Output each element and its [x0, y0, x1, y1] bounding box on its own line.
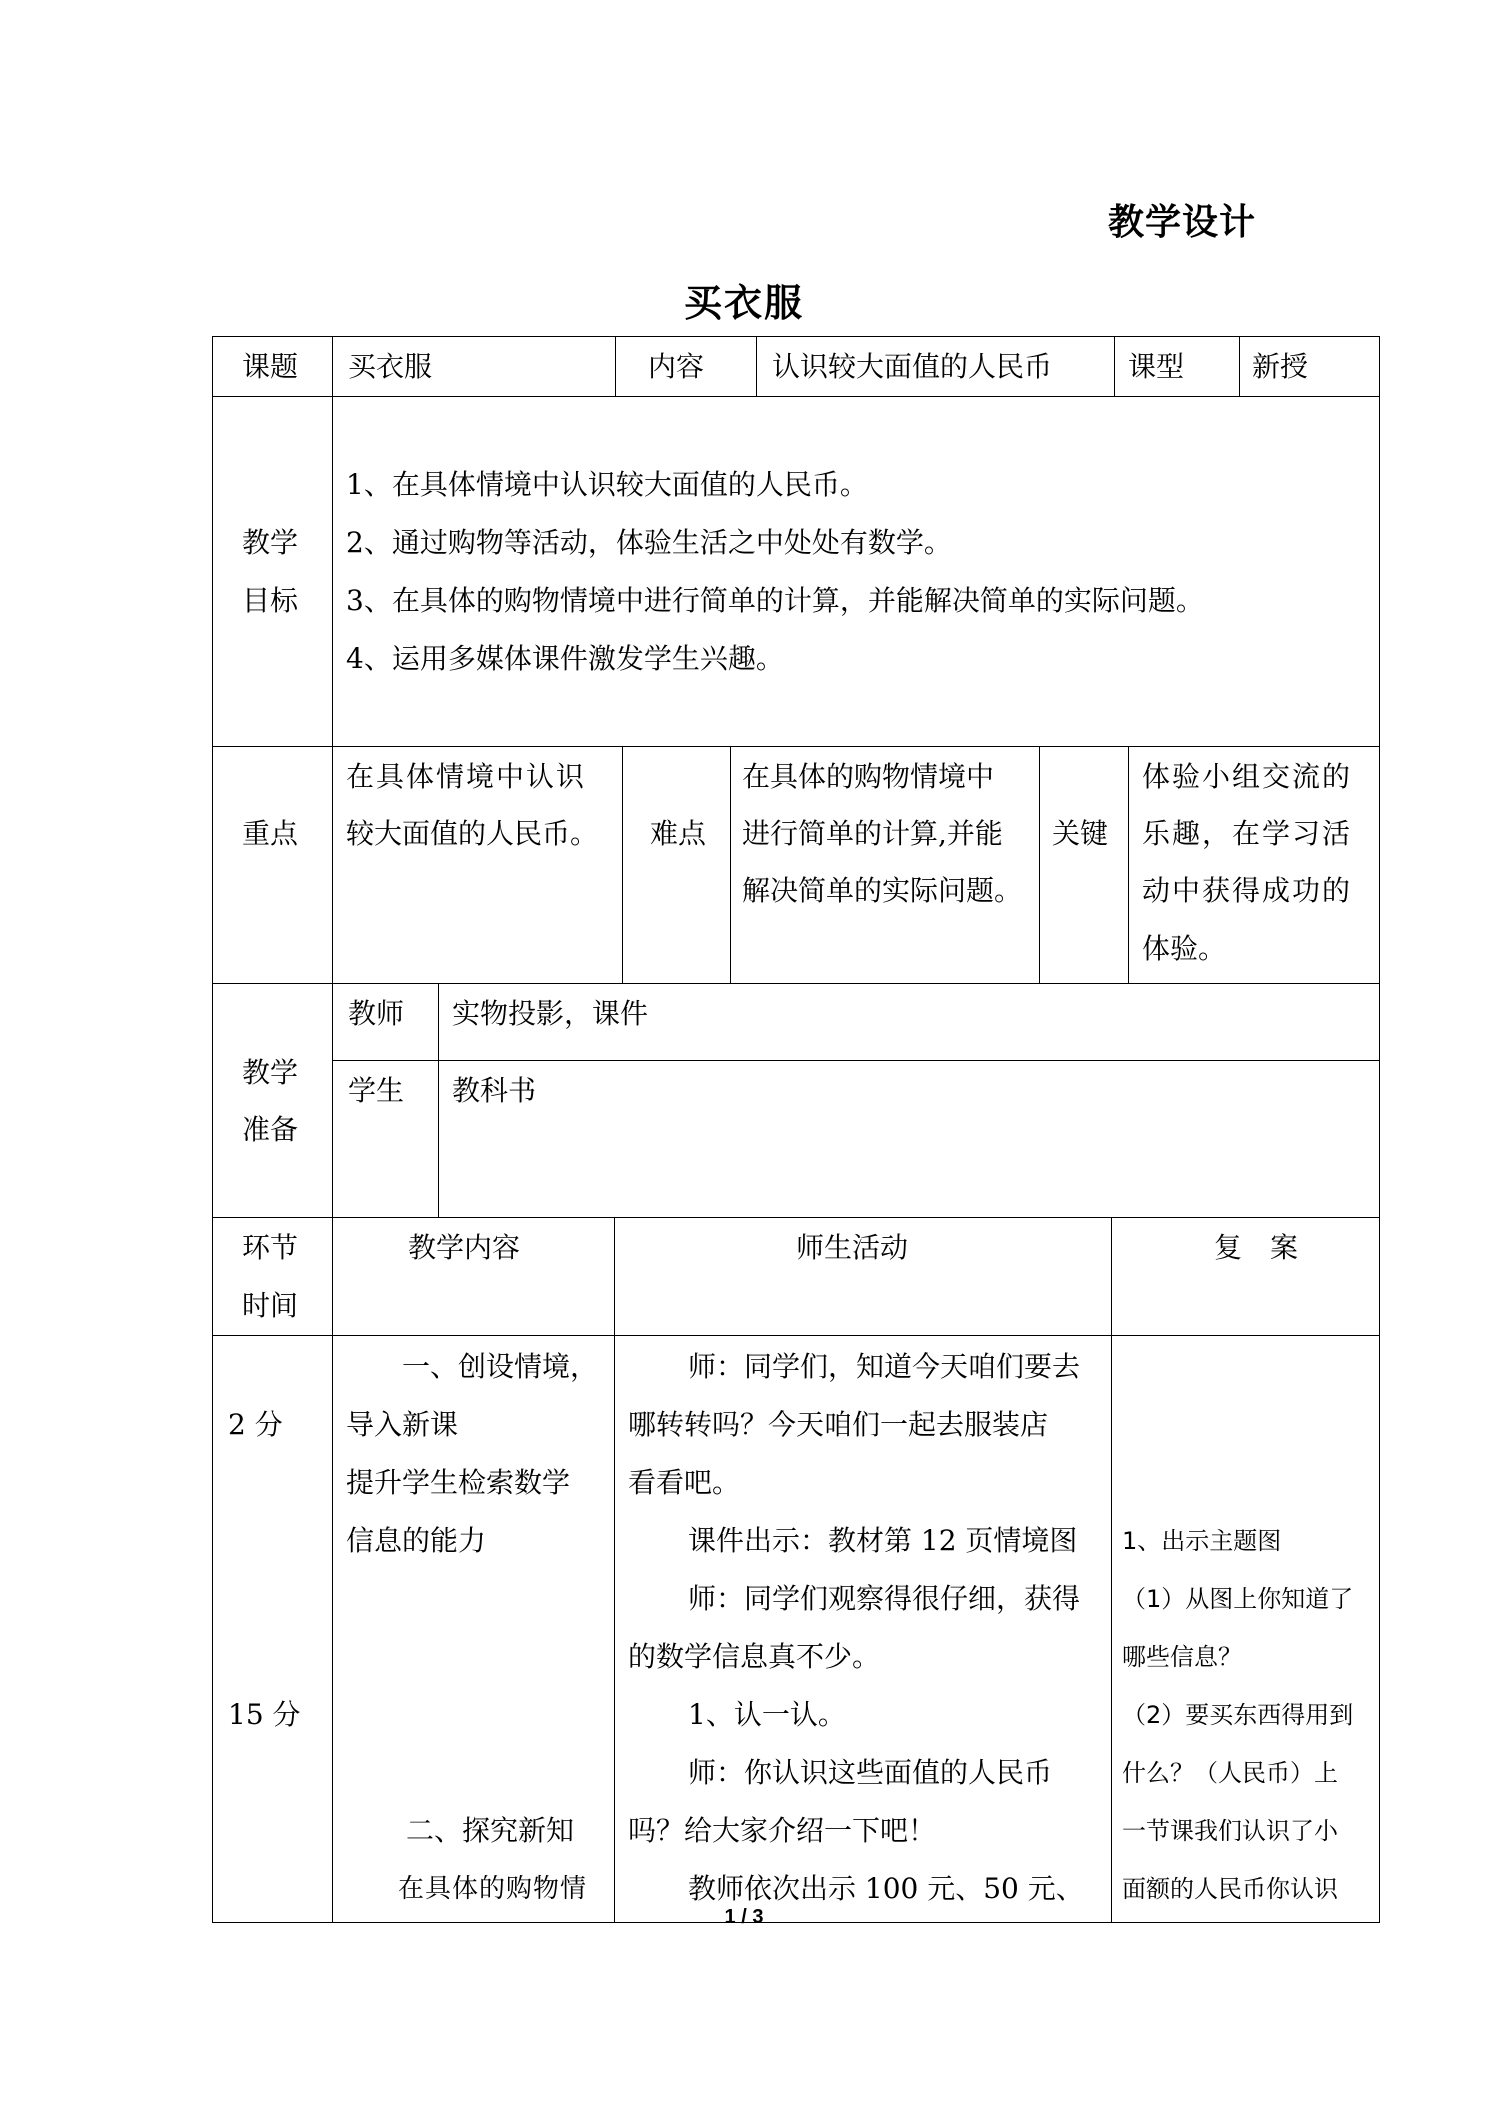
activity-line-5: 师：同学们观察得很仔细，获得 [688, 1582, 1081, 1615]
content-value: 认识较大面值的人民币 [772, 350, 1053, 383]
content-header: 教学内容 [408, 1231, 521, 1264]
review-line-6: 一节课我们认识了小 [1122, 1817, 1338, 1845]
difficulty-line-1: 在具体的购物情境中 [742, 760, 995, 793]
focus-line-1: 在具体情境中认识 [346, 760, 587, 793]
content-label: 内容 [648, 350, 705, 383]
type-value: 新授 [1252, 350, 1309, 383]
activity-line-3: 看看吧。 [628, 1466, 741, 1499]
activity-line-4: 课件出示：教材第 12 页情境图 [688, 1524, 1078, 1557]
review-line-2: （1）从图上你知道了 [1122, 1585, 1354, 1613]
goal-item-1: 1、在具体情境中认识较大面值的人民币。 [346, 468, 868, 501]
document-header: 教学设计 [1108, 201, 1257, 243]
goal-item-3: 3、在具体的购物情境中进行简单的计算，并能解决简单的实际问题。 [346, 584, 1204, 617]
review-line-5: 什么？（人民币）上 [1122, 1759, 1338, 1787]
activity-line-6: 的数学信息真不少。 [628, 1640, 881, 1673]
difficulty-label: 难点 [650, 817, 707, 850]
topic-label: 课题 [242, 350, 299, 383]
activity-line-1: 师：同学们，知道今天咱们要去 [688, 1350, 1081, 1383]
stage-header-2: 时间 [242, 1289, 299, 1322]
difficulty-line-3: 解决简单的实际问题。 [742, 874, 1023, 907]
goals-label-2: 目标 [242, 584, 299, 617]
content-line-2: 导入新课 [346, 1408, 459, 1441]
type-label: 课型 [1128, 350, 1185, 383]
page-number: 1 / 3 [724, 1906, 764, 1928]
content-line-3: 提升学生检索数学 [346, 1466, 571, 1499]
time-2: 15 分 [228, 1698, 301, 1731]
key-line-4: 体验。 [1142, 932, 1227, 965]
focus-line-2: 较大面值的人民币。 [346, 817, 599, 850]
key-label: 关键 [1052, 817, 1109, 850]
difficulty-line-2: 进行简单的计算,并能 [742, 817, 1003, 850]
review-line-7: 面额的人民币你认识 [1122, 1875, 1338, 1903]
goals-label-1: 教学 [242, 526, 299, 559]
activity-line-7: 1、认一认。 [688, 1698, 846, 1731]
prep-label-2: 准备 [242, 1113, 299, 1146]
key-line-3: 动中获得成功的 [1142, 874, 1353, 907]
review-line-3: 哪些信息？ [1122, 1643, 1242, 1671]
activity-line-10: 教师依次出示 100 元、50 元、 [688, 1872, 1084, 1905]
teacher-label: 教师 [348, 997, 405, 1030]
cell-student-value [438, 1060, 1380, 1218]
cell-key-label [1039, 746, 1129, 984]
stage-header-1: 环节 [242, 1231, 299, 1264]
key-line-2: 乐趣，在学习活 [1142, 817, 1353, 850]
focus-label: 重点 [242, 817, 299, 850]
activity-header: 师生活动 [796, 1231, 909, 1264]
content2-line-2: 在具体的购物情 [398, 1874, 588, 1904]
teacher-value: 实物投影，课件 [452, 997, 649, 1030]
cell-focus-label [212, 746, 333, 984]
time-1: 2 分 [228, 1408, 283, 1441]
content2-line-1: 二、探究新知 [406, 1814, 575, 1847]
goal-item-2: 2、通过购物等活动，体验生活之中处处有数学。 [346, 526, 952, 559]
key-line-1: 体验小组交流的 [1142, 760, 1353, 793]
student-label: 学生 [348, 1074, 405, 1107]
activity-line-9: 吗？给大家介绍一下吧！ [628, 1814, 937, 1847]
content-line-1: 一、创设情境， [402, 1350, 599, 1383]
student-value: 教科书 [452, 1074, 537, 1107]
activity-line-2: 哪转转吗？今天咱们一起去服装店 [628, 1408, 1049, 1441]
review-line-4: （2）要买东西得用到 [1122, 1701, 1354, 1729]
document-title: 买衣服 [683, 280, 804, 325]
review-header: 复 案 [1214, 1231, 1299, 1264]
content-line-4: 信息的能力 [346, 1524, 487, 1557]
cell-difficulty-label [622, 746, 731, 984]
prep-label-1: 教学 [242, 1056, 299, 1089]
activity-line-8: 师：你认识这些面值的人民币 [688, 1756, 1053, 1789]
topic-value: 买衣服 [348, 350, 433, 383]
review-line-1: 1、出示主题图 [1122, 1527, 1282, 1555]
goal-item-4: 4、运用多媒体课件激发学生兴趣。 [346, 642, 784, 675]
